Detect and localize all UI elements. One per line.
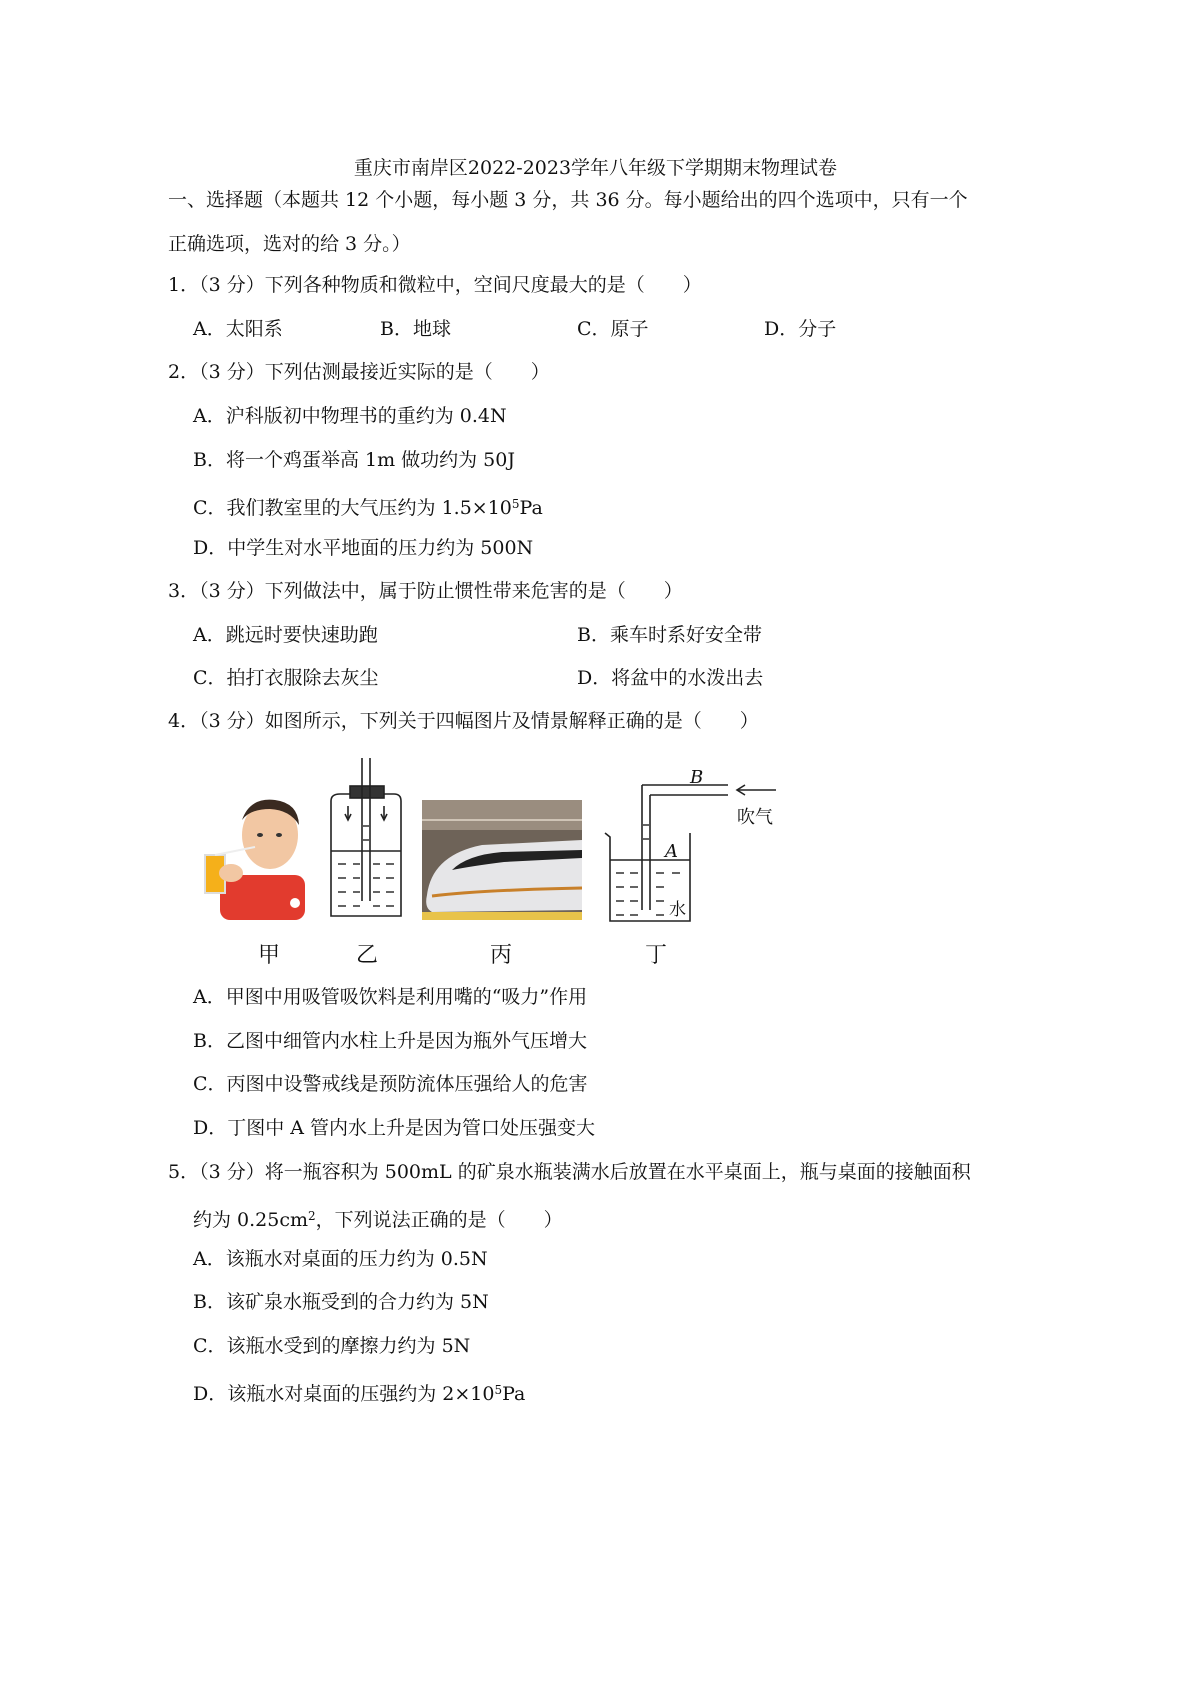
caption-bing: 丙 [490, 943, 513, 968]
q3-option-a: A．跳远时要快速助跑 [193, 624, 378, 646]
caption-ding: 丁 [645, 943, 668, 968]
q3-option-b: B．乘车时系好安全带 [577, 624, 762, 646]
figure-ding-beaker [600, 765, 785, 925]
q2-option-b: B．将一个鸡蛋举高 1m 做功约为 50J [193, 449, 515, 471]
q4-stem: 4．（3 分）如图所示，下列关于四幅图片及情景解释正确的是（ ） [168, 710, 759, 732]
figure-yi-bottle-tube [328, 756, 406, 926]
q2-stem: 2．（3 分）下列估测最接近实际的是（ ） [168, 361, 550, 383]
q5-option-c: C．该瓶水受到的摩擦力约为 5N [193, 1335, 471, 1357]
q5-option-d: D．该瓶水对桌面的压强约为 $2\times 10^5Pa$ [193, 1383, 526, 1405]
q1-option-d: D．分子 [764, 318, 837, 340]
caption-jia: 甲 [258, 943, 281, 968]
q3-option-c: C．拍打衣服除去灰尘 [193, 667, 379, 689]
q4-option-c: C．丙图中设警戒线是预防流体压强给人的危害 [193, 1073, 588, 1095]
q2-option-c: C．我们教室里的大气压约为 $1.5\times 10^5Pa$ [193, 497, 543, 519]
q1-option-c: C．原子 [577, 318, 649, 340]
q1-stem: 1．（3 分）下列各种物质和微粒中，空间尺度最大的是（ ） [168, 274, 702, 296]
figure-jia-boy-drinking [195, 795, 310, 920]
q1-option-a: A．太阳系 [193, 318, 283, 340]
q5-stem-line2: 约为 $0.25cm^2$，下列说法正确的是（ ） [193, 1209, 563, 1231]
q4-option-d: D．丁图中 A 管内水上升是因为管口处压强变大 [193, 1117, 596, 1139]
tube-b-label: B [690, 767, 704, 788]
q5-option-a: A．该瓶水对桌面的压力约为 0.5N [193, 1248, 488, 1270]
tube-a-label: A [665, 841, 678, 862]
q2-option-a: A．沪科版初中物理书的重约为 0.4N [193, 405, 507, 427]
q5-option-b: B．该矿泉水瓶受到的合力约为 5N [193, 1291, 489, 1313]
figure-bing-train [422, 800, 582, 920]
section-heading-line2: 正确选项，选对的给 3 分。） [168, 233, 411, 255]
q4-option-a: A．甲图中用吸管吸饮料是利用嘴的“吸力”作用 [193, 986, 588, 1008]
page-title: 重庆市南岸区2022-2023学年八年级下学期期末物理试卷 [353, 157, 838, 179]
caption-yi: 乙 [356, 943, 379, 968]
water-label: 水 [669, 900, 686, 920]
q3-stem: 3．（3 分）下列做法中，属于防止惯性带来危害的是（ ） [168, 580, 683, 602]
q5-stem-line1: 5．（3 分）将一瓶容积为 500mL 的矿泉水瓶装满水后放置在水平桌面上，瓶与桌面的接触面积 [168, 1161, 971, 1183]
q2-option-d: D．中学生对水平地面的压力约为 500N [193, 537, 534, 559]
section-heading-line1: 一、选择题（本题共 12 个小题，每小题 3 分，共 36 分。每小题给出的四个选项中，只有一个 [168, 189, 968, 211]
blow-label: 吹气 [737, 807, 773, 828]
q3-option-d: D．将盆中的水泼出去 [577, 667, 764, 689]
q4-option-b: B．乙图中细管内水柱上升是因为瓶外气压增大 [193, 1030, 587, 1052]
q1-option-b: B．地球 [380, 318, 451, 340]
